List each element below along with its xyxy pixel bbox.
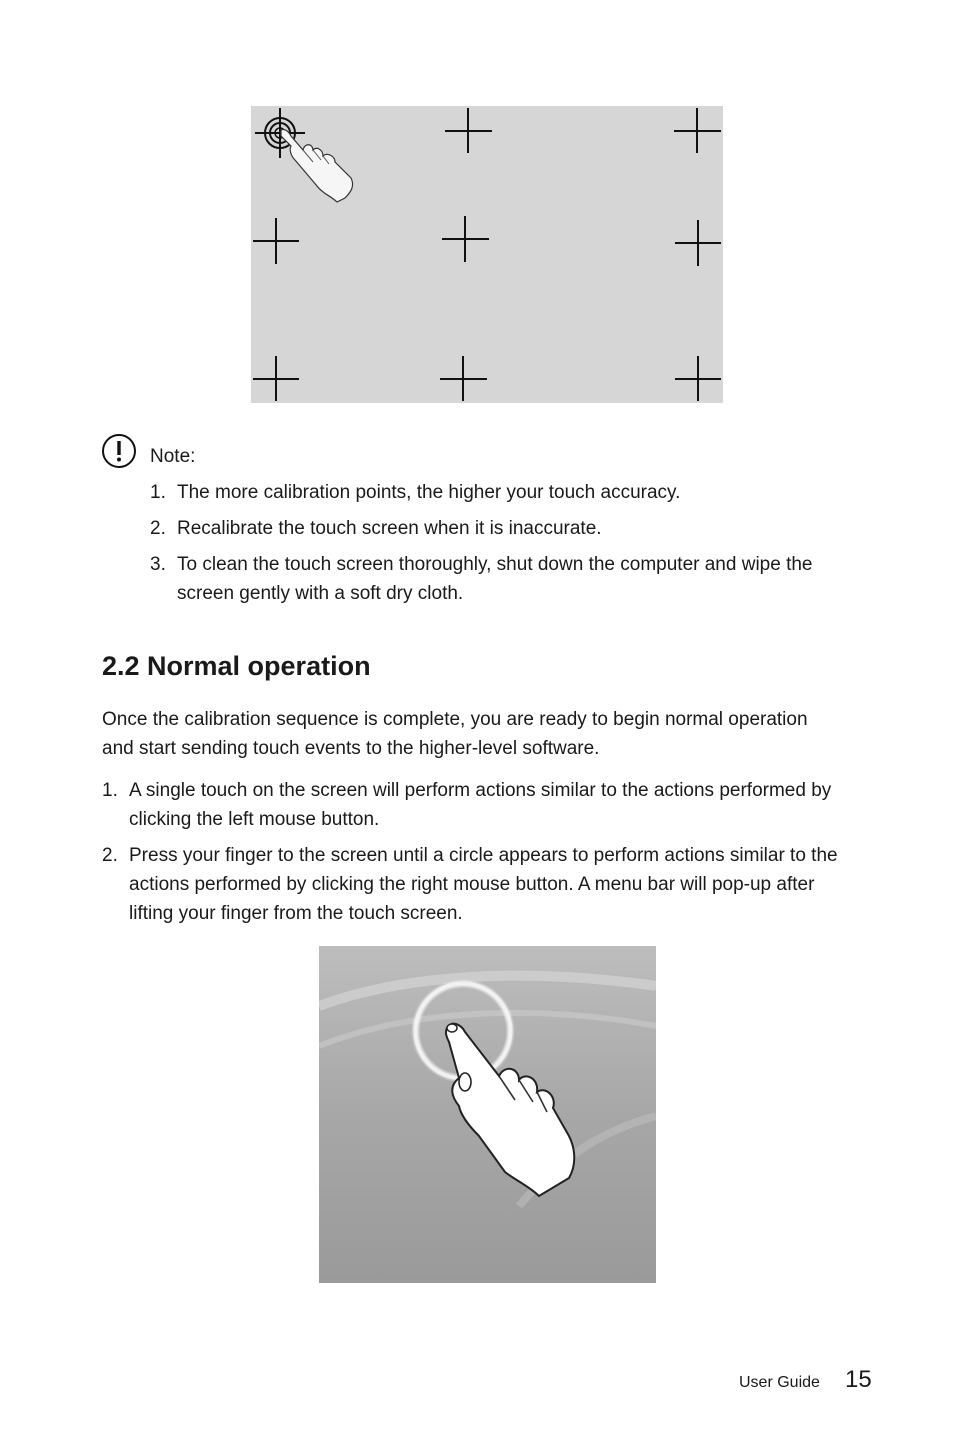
touch-hold-figure xyxy=(319,946,656,1283)
item-text: To clean the touch screen thoroughly, shut down the computer and wipe the screen gently with a soft dry cloth. xyxy=(177,554,813,604)
item-text: Recalibrate the touch screen when it is inaccurate. xyxy=(177,518,602,539)
item-text: A single touch on the screen will perform actions similar to the actions performed by clicking the left mouse button. xyxy=(129,780,832,830)
item-number: 2. xyxy=(150,518,166,539)
item-text: Press your finger to the screen until a circle appears to perform actions similar to the actions performed by clicking the right mouse button. A menu bar will pop-up after lifting your finger from the touch screen. xyxy=(129,845,838,924)
intro-paragraph: Once the calibration sequence is complete, you are ready to begin normal operation and start sending touch events to the higher-level software. xyxy=(102,709,808,759)
crosshair-icon xyxy=(674,108,721,153)
page-number: 15 xyxy=(845,1366,872,1393)
calibration-screen-figure xyxy=(251,106,723,403)
crosshair-icon xyxy=(442,216,489,262)
crosshair-icon xyxy=(445,108,492,153)
pointing-hand-icon xyxy=(281,129,353,202)
crosshair-icon xyxy=(675,356,721,401)
item-text: The more calibration points, the higher your touch accuracy. xyxy=(177,482,681,503)
item-number: 1. xyxy=(150,482,166,503)
note-title: Note: xyxy=(150,446,196,467)
item-number: 1. xyxy=(102,780,118,801)
crosshair-icon xyxy=(440,356,487,401)
item-number: 2. xyxy=(102,845,118,866)
crosshair-icon xyxy=(253,218,299,264)
section-heading: 2.2 Normal operation xyxy=(102,651,371,681)
item-number: 3. xyxy=(150,554,166,575)
crosshair-icon xyxy=(253,356,299,401)
footer-label: User Guide xyxy=(739,1374,820,1391)
crosshair-icon xyxy=(675,220,721,266)
exclamation-circle-icon xyxy=(101,433,137,469)
